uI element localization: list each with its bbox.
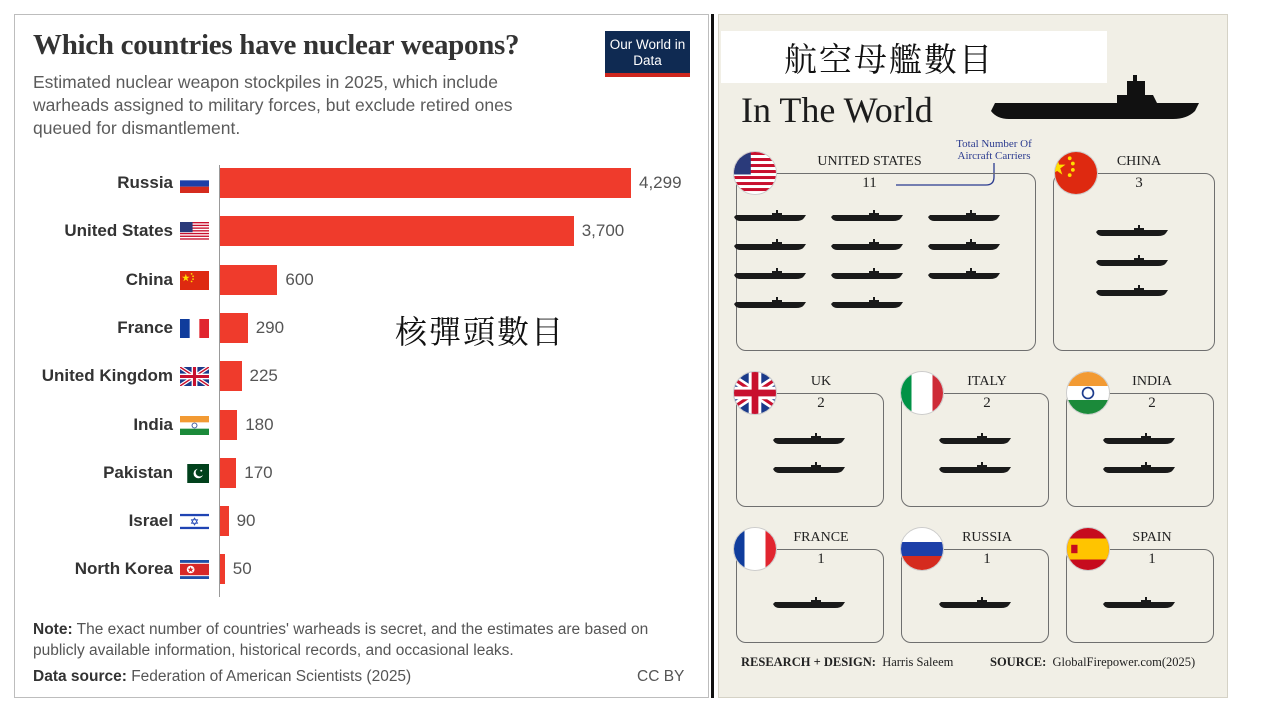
warhead-value-label: 90: [236, 511, 256, 531]
italy-flag-icon: [900, 371, 944, 415]
country-label: Russia: [117, 173, 173, 192]
country-label: China: [125, 269, 173, 289]
us-flag-icon: [180, 222, 209, 241]
research-credit: [741, 655, 953, 670]
country-label: France: [117, 317, 173, 337]
carrier-count: 1: [817, 551, 825, 567]
warhead-value-label: 3,700: [581, 221, 625, 241]
warhead-bar: [220, 265, 277, 295]
china-flag-icon: [1054, 151, 1098, 195]
total-carriers-label: Total Number Of Aircraft Carriers: [956, 138, 1032, 162]
uk-flag-icon: [180, 367, 209, 386]
credit-name: Harris Saleem: [882, 655, 954, 669]
panel-divider: [711, 14, 714, 698]
warhead-value-label: 4,299: [639, 173, 682, 192]
warhead-value-label: 290: [255, 317, 285, 337]
india-flag-icon: [1066, 371, 1110, 415]
aircraft-carrier-icon: [1101, 462, 1177, 475]
nuclear-weapons-panel: [14, 14, 709, 698]
aircraft-carrier-icon: [829, 239, 905, 252]
credit-label: RESEARCH + DESIGN:: [741, 655, 876, 669]
carrier-country-name: SPAIN: [1132, 530, 1172, 545]
country-label: North Korea: [74, 559, 173, 579]
aircraft-carrier-icon: [732, 297, 808, 310]
carrier-country-name: RUSSIA: [962, 530, 1012, 545]
russia-flag-icon: [180, 174, 209, 193]
warhead-bar: [220, 458, 236, 488]
aircraft-carrier-icon: [1101, 597, 1177, 610]
north-korea-flag-icon: [180, 560, 209, 579]
warhead-bar: [220, 216, 574, 246]
carrier-count: 2: [983, 395, 991, 411]
pakistan-flag-icon: [180, 464, 209, 483]
aircraft-carrier-icon: [1101, 433, 1177, 446]
aircraft-carrier-icon: [1094, 285, 1170, 298]
carrier-country-name: ITALY: [967, 374, 1007, 389]
aircraft-carrier-icon: [926, 268, 1002, 281]
aircraft-carrier-icon: [732, 210, 808, 223]
country-label: United States: [64, 221, 173, 241]
nuclear-chart-title: Which countries have nuclear weapons?: [33, 29, 520, 61]
carrier-country-name: FRANCE: [793, 530, 849, 545]
country-label: Pakistan: [103, 462, 173, 482]
aircraft-carrier-icon: [937, 597, 1013, 610]
note-label: Note:: [33, 621, 73, 638]
our-world-in-data-logo: Our World in Data: [605, 31, 690, 77]
note-text: The exact number of countries' warheads is secret, and the estimates are based on publicly available information, historical records, and occasional leaks.: [33, 621, 649, 659]
spain-flag-icon: [1066, 527, 1110, 571]
country-label: United Kingdom: [41, 366, 173, 386]
aircraft-carrier-icon: [771, 597, 847, 610]
us-flag-icon: [733, 151, 777, 195]
carrier-country-name: CHINA: [1116, 154, 1162, 169]
china-flag-icon: [180, 271, 209, 290]
uk-flag-icon: [733, 371, 777, 415]
warhead-value-label: 600: [285, 269, 314, 289]
aircraft-carrier-icon: [771, 462, 847, 475]
carrier-country-name: UNITED STATES: [817, 154, 922, 169]
warhead-value-label: 50: [232, 559, 252, 579]
carriers-annotation: 航空母艦數目: [784, 41, 994, 78]
carriers-source: [990, 655, 1195, 670]
carriers-source-text: GlobalFirepower.com(2025): [1052, 655, 1196, 669]
france-flag-icon: [180, 319, 209, 338]
aircraft-carrier-icon: [937, 433, 1013, 446]
nuclear-note: [33, 619, 673, 661]
carrier-count: 2: [1148, 395, 1156, 411]
carrier-card: [736, 173, 1036, 351]
warhead-bar: [220, 410, 237, 440]
warhead-bar: [220, 168, 631, 198]
aircraft-carrier-icon: [771, 433, 847, 446]
warhead-bar: [220, 554, 225, 584]
carrier-count: 2: [817, 395, 825, 411]
carrier-count: 3: [1135, 175, 1143, 191]
aircraft-carrier-icon: [1094, 225, 1170, 238]
warhead-value-label: 170: [244, 462, 273, 482]
aircraft-carrier-icon: [829, 210, 905, 223]
aircraft-carrier-icon: [732, 239, 808, 252]
warhead-value-label: 180: [245, 414, 274, 434]
carrier-country-name: UK: [810, 374, 832, 389]
carrier-country-name: INDIA: [1132, 374, 1172, 389]
source-label: Data source:: [33, 668, 127, 685]
aircraft-carrier-icon: [732, 268, 808, 281]
license-label: CC BY: [637, 668, 685, 685]
aircraft-carrier-icon: [829, 297, 905, 310]
source-text: Federation of American Scientists (2025): [131, 668, 412, 685]
country-label: Israel: [128, 511, 173, 531]
warhead-bar: [220, 361, 242, 391]
nuclear-chart-subtitle: Estimated nuclear weapon stockpiles in 2025, which include warheads assigned to military forces, but exclude retired ones queued for dismantlement.: [33, 72, 513, 138]
carrier-count: 1: [1148, 551, 1156, 567]
france-flag-icon: [733, 527, 777, 571]
israel-flag-icon: [180, 512, 209, 531]
aircraft-carrier-icon: [829, 268, 905, 281]
title-carrier-icon: [987, 67, 1202, 123]
aircraft-carrier-icon: [926, 210, 1002, 223]
russia-flag-icon: [900, 527, 944, 571]
carriers-title: In The World: [741, 90, 933, 130]
nuclear-data-source: [33, 668, 411, 686]
aircraft-carrier-icon: [1094, 255, 1170, 268]
warhead-bar: [220, 313, 248, 343]
country-label: India: [133, 414, 173, 434]
warheads-annotation: 核彈頭數目: [395, 314, 566, 350]
warhead-bar: [220, 506, 229, 536]
carriers-source-label: SOURCE:: [990, 655, 1047, 669]
india-flag-icon: [180, 416, 209, 435]
warhead-value-label: 225: [249, 366, 278, 386]
carrier-count: 11: [862, 175, 877, 191]
aircraft-carriers-panel: [718, 14, 1228, 698]
carrier-count: 1: [983, 551, 991, 567]
aircraft-carrier-icon: [926, 239, 1002, 252]
aircraft-carrier-icon: [937, 462, 1013, 475]
